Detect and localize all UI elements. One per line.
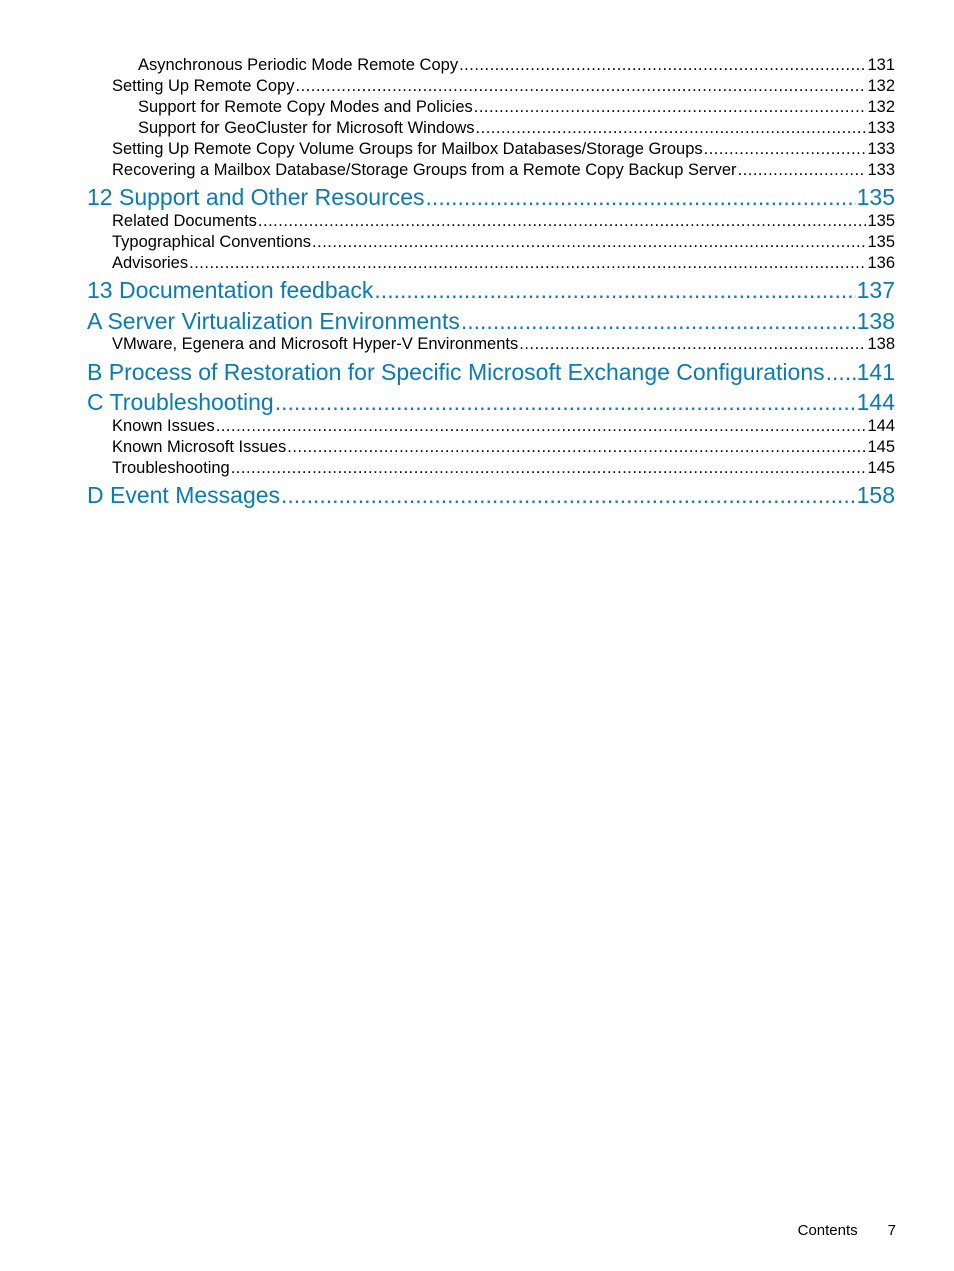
toc-entry-title: Typographical Conventions — [112, 233, 312, 251]
toc-entry[interactable] — [112, 416, 895, 437]
toc-entry[interactable] — [112, 253, 895, 274]
toc-entry-title: Advisories — [112, 254, 189, 272]
footer-page-number: 7 — [887, 1222, 896, 1239]
toc-entry[interactable] — [138, 97, 895, 118]
toc-entry[interactable] — [138, 55, 895, 76]
toc-chapter-title: D Event Messages — [87, 482, 281, 508]
toc-entry-title: Setting Up Remote Copy — [112, 77, 295, 95]
toc-entry-title: Recovering a Mailbox Database/Storage Groups from a Remote Copy Backup Server — [112, 161, 737, 179]
toc-entry-title: Support for Remote Copy Modes and Policies — [138, 98, 473, 116]
toc-entry-title: Support for GeoCluster for Microsoft Windows — [138, 119, 475, 137]
toc-entry[interactable] — [112, 437, 895, 458]
toc-entry-page: 133 — [867, 161, 895, 179]
toc-entry-page: 138 — [867, 335, 895, 353]
dot-leader — [474, 97, 867, 118]
toc-entry-title: Related Documents — [112, 212, 257, 230]
dot-leader — [426, 182, 856, 212]
toc-chapter-title: 13 Documentation feedback — [87, 277, 374, 303]
dot-leader — [231, 458, 867, 479]
dot-leader — [287, 437, 866, 458]
toc-chapter-page: 141 — [856, 359, 895, 385]
toc-entry-page: 133 — [867, 119, 895, 137]
dot-leader — [704, 139, 867, 160]
toc-entry[interactable] — [112, 334, 895, 355]
toc-chapter-page: 158 — [856, 482, 895, 508]
dot-leader — [519, 334, 866, 355]
toc-chapter[interactable] — [87, 306, 895, 336]
footer-section-label: Contents — [797, 1222, 858, 1239]
toc-chapter-title: C Troubleshooting — [87, 389, 274, 415]
dot-leader — [476, 118, 867, 139]
toc-chapter-title: A Server Virtualization Environments — [87, 308, 460, 334]
toc-entry-page: 145 — [867, 459, 895, 477]
toc-entry-title: VMware, Egenera and Microsoft Hyper-V Environments — [112, 335, 519, 353]
toc-entry-title: Known Issues — [112, 417, 215, 435]
toc-chapter[interactable] — [87, 275, 895, 305]
dot-leader — [374, 275, 855, 305]
page-footer — [798, 1222, 896, 1239]
toc-entry[interactable] — [112, 160, 895, 181]
toc-entry[interactable] — [112, 458, 895, 479]
toc-chapter-page: 135 — [856, 184, 895, 210]
toc-entry-page: 132 — [867, 98, 895, 116]
toc-entry-page: 131 — [867, 56, 895, 74]
toc-entry-page: 144 — [867, 417, 895, 435]
dot-leader — [461, 306, 856, 336]
dot-leader — [216, 416, 867, 437]
toc-entry-title: Troubleshooting — [112, 459, 230, 477]
toc-entry-title: Known Microsoft Issues — [112, 438, 287, 456]
toc-entry-page: 135 — [867, 233, 895, 251]
toc-chapter[interactable] — [87, 357, 895, 387]
toc-entry[interactable] — [112, 139, 895, 160]
toc-chapter[interactable] — [87, 387, 895, 417]
dot-leader — [312, 232, 866, 253]
toc-chapter-title: 12 Support and Other Resources — [87, 184, 425, 210]
toc-entry-page: 133 — [867, 140, 895, 158]
toc-entry-page: 132 — [867, 77, 895, 95]
dot-leader — [738, 160, 867, 181]
toc-chapter[interactable] — [87, 480, 895, 510]
toc-entry-title: Setting Up Remote Copy Volume Groups for Mailbox Databases/Storage Groups — [112, 140, 703, 158]
toc-entry[interactable] — [112, 211, 895, 232]
toc-chapter-page: 138 — [856, 308, 895, 334]
toc-entry-title: Asynchronous Periodic Mode Remote Copy — [138, 56, 459, 74]
toc-entry[interactable] — [138, 118, 895, 139]
dot-leader — [258, 211, 867, 232]
toc-entry[interactable] — [112, 76, 895, 97]
toc-entry-page: 136 — [867, 254, 895, 272]
toc-chapter-page: 137 — [856, 277, 895, 303]
toc-chapter-page: 144 — [856, 389, 895, 415]
dot-leader — [275, 387, 856, 417]
dot-leader — [459, 55, 866, 76]
toc-chapter[interactable] — [87, 182, 895, 212]
dot-leader — [826, 357, 856, 387]
toc-entry-page: 145 — [867, 438, 895, 456]
toc-entry[interactable] — [112, 232, 895, 253]
dot-leader — [189, 253, 866, 274]
dot-leader — [296, 76, 867, 97]
dot-leader — [281, 480, 856, 510]
toc-chapter-title: B Process of Restoration for Specific Microsoft Exchange Configurations — [87, 359, 825, 385]
toc-entry-page: 135 — [867, 212, 895, 230]
